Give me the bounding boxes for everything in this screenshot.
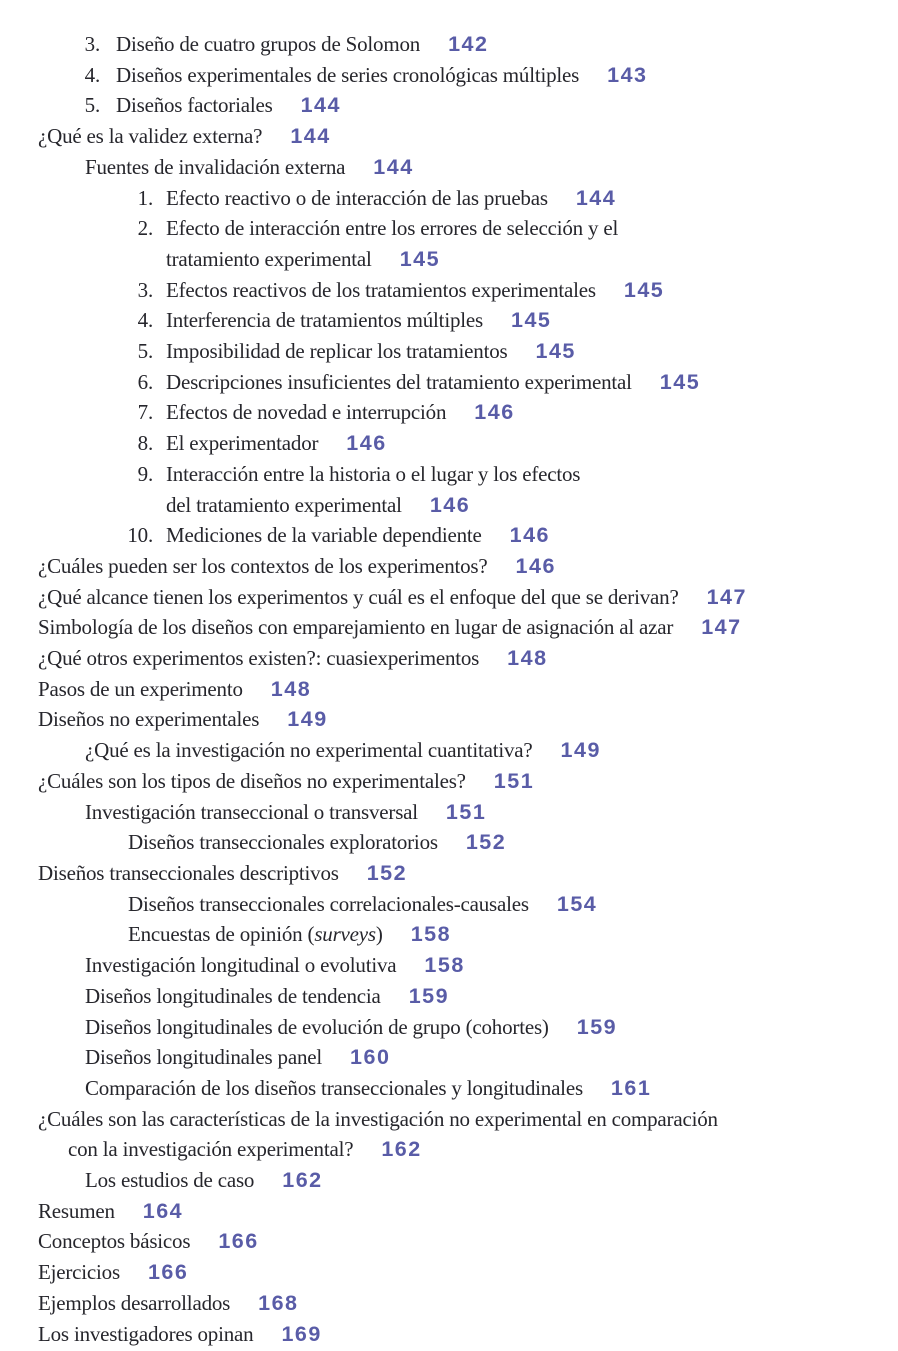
entry-text: Diseños transeccionales exploratorios [128,830,438,855]
entry-page-number: 145 [510,308,552,333]
toc-entry [0,60,898,91]
entry-text: ¿Qué alcance tienen los experimentos y cuál es el enfoque del que se derivan? [38,584,679,609]
entry-page-number: 149 [287,707,328,732]
entry-text: Diseños longitudinales panel [85,1045,323,1070]
entry-text: Ejercicios [38,1260,120,1285]
entry-text: ¿Qué otros experimentos existen?: cuasiexperimentos [38,646,480,671]
entry-text: tratamiento experimental [166,246,372,271]
toc-entry [0,919,898,950]
entry-page-number: 144 [300,93,341,118]
entry-page-number: 147 [701,615,742,640]
entry-text: Interferencia de tratamientos múltiples [166,308,483,333]
toc-entry [0,397,898,428]
entry-page-number: 149 [560,738,601,763]
entry-page-number: 146 [509,523,551,548]
entry-page-number: 152 [465,830,507,855]
entry-text: ¿Qué es la investigación no experimental cuantitativa? [85,738,533,763]
entry-text: Resumen [38,1198,115,1223]
entry-number: 9. [137,461,153,486]
toc-entry [0,1042,898,1073]
entry-page-number: 144 [290,124,331,149]
entry-page-number: 145 [535,339,576,364]
entry-text: ¿Qué es la validez externa? [38,124,263,149]
entry-text: Efecto de interacción entre los errores de selección y el [166,216,619,241]
entry-text: Diseños longitudinales de tendencia [85,983,381,1008]
entry-text: Conceptos básicos [38,1229,191,1254]
entry-text-italic: surveys [314,922,376,947]
entry-text: Diseños experimentales de series cronológicas múltiples [116,62,580,87]
entry-page-number: 164 [142,1198,184,1223]
toc-entry [0,1012,898,1043]
entry-number: 6. [137,369,153,394]
entry-text: Comparación de los diseños transeccionales y longitudinales [85,1075,583,1100]
entry-text: con la investigación experimental? [68,1137,354,1162]
toc-entry [0,735,898,766]
entry-text: Mediciones de la variable dependiente [166,523,482,548]
toc-entry [0,121,898,152]
toc-list [0,29,898,1349]
entry-page-number: 144 [373,154,414,179]
toc-entry [0,1104,898,1135]
toc-entry [0,1073,898,1104]
entry-page-number: 166 [147,1260,189,1285]
toc-entry [0,336,898,367]
entry-page-number: 147 [706,584,747,609]
entry-text: del tratamiento experimental [166,492,402,517]
entry-page-number: 161 [610,1075,652,1100]
toc-entry [0,827,898,858]
entry-number: 3. [84,32,100,56]
entry-page-number: 144 [575,185,617,210]
entry-text: Diseños no experimentales [38,707,260,732]
entry-page-number: 151 [493,768,535,793]
entry-text: El experimentador [166,431,319,456]
entry-text: Ejemplos desarrollados [38,1290,231,1315]
entry-page-number: 158 [410,922,452,947]
entry-text: Efecto reactivo o de interacción de las pruebas [166,185,548,210]
entry-page-number: 145 [623,277,665,302]
toc-entry [0,643,898,674]
toc-entry [0,704,898,735]
entry-text: Investigación longitudinal o evolutiva [85,953,397,978]
entry-number: 4. [84,62,100,87]
entry-page-number: 145 [659,369,701,394]
entry-page-number: 168 [258,1290,299,1315]
entry-page-number: 159 [576,1014,618,1039]
entry-text: Descripciones insuficientes del tratamiento experimental [166,369,632,394]
toc-entry [0,858,898,889]
toc-entry [0,889,898,920]
toc-entry [0,1288,898,1319]
toc-entry [0,520,898,551]
toc-entry-continuation [0,1134,898,1165]
toc-entry [0,551,898,582]
toc-entry [0,1226,898,1257]
toc-entry [0,612,898,643]
toc-entry [0,428,898,459]
toc-entry [0,950,898,981]
entry-text: Simbología de los diseños con emparejamiento en lugar de asignación al azar [38,615,674,640]
entry-page-number: 160 [350,1045,391,1070]
toc-entry [0,981,898,1012]
entry-page-number: 154 [556,891,598,916]
entry-page-number: 148 [507,646,548,671]
entry-text: Efectos de novedad e interrupción [166,400,447,425]
entry-page-number: 152 [366,860,408,885]
entry-page-number: 146 [346,431,387,456]
entry-page-number: 145 [399,246,441,271]
toc-entry [0,1257,898,1288]
entry-text: Los estudios de caso [85,1168,255,1193]
entry-text: Efectos reactivos de los tratamientos experimentales [166,277,596,302]
entry-number: 2. [137,216,153,241]
entry-text: Fuentes de invalidación externa [85,154,346,179]
entry-text: Investigación transeccional o transversal [85,799,418,824]
toc-entry-continuation [0,244,898,275]
entry-number: 4. [137,308,153,333]
toc-entry [0,367,898,398]
entry-page-number: 162 [381,1137,422,1162]
toc-entry [0,90,898,121]
entry-text: Diseños transeccionales descriptivos [38,860,339,885]
entry-number: 5. [137,339,153,364]
toc-entry [0,275,898,306]
entry-text: Los investigadores opinan [38,1321,254,1346]
entry-page-number: 169 [281,1321,322,1346]
toc-entry-continuation [0,490,898,521]
entry-page-number: 151 [445,799,487,824]
toc-entry [0,582,898,613]
entry-number: 8. [137,431,153,456]
entry-number: 10. [127,523,153,548]
entry-page-number: 143 [607,62,648,87]
toc-entry [0,152,898,183]
toc-entry [0,213,898,244]
entry-page-number: 162 [282,1168,323,1193]
entry-page-number: 142 [448,32,489,56]
toc-entry [0,674,898,705]
entry-number: 1. [137,185,153,210]
entry-page-number: 158 [424,953,465,978]
entry-text: Imposibilidad de replicar los tratamientos [166,339,508,364]
entry-text: Diseños transeccionales correlacionales-causales [128,891,529,916]
toc-entry [0,183,898,214]
entry-number: 3. [137,277,153,302]
entry-text: ¿Cuáles son los tipos de diseños no experimentales? [38,768,466,793]
toc-entry [0,797,898,828]
entry-text: Diseño de cuatro grupos de Solomon [116,32,421,56]
entry-text: Diseños longitudinales de evolución de grupo (cohortes) [85,1014,549,1039]
entry-page-number: 166 [218,1229,259,1254]
entry-text: Encuestas de opinión (surveys) [128,922,383,947]
entry-page-number: 146 [474,400,515,425]
entry-text: Pasos de un experimento [38,676,243,701]
entry-page-number: 146 [429,492,471,517]
entry-number: 7. [137,400,153,425]
toc-entry [0,29,898,60]
entry-page-number: 159 [408,983,450,1008]
entry-text: Interacción entre la historia o el lugar y los efectos [166,461,581,486]
toc-entry [0,1196,898,1227]
toc-entry [0,1319,898,1350]
entry-text: ¿Cuáles pueden ser los contextos de los experimentos? [38,553,488,578]
entry-text: ¿Cuáles son las características de la investigación no experimental en comparación [38,1106,718,1131]
toc-entry [0,766,898,797]
entry-page-number: 148 [270,676,312,701]
toc-entry [0,459,898,490]
entry-text: Diseños factoriales [116,93,273,118]
entry-page-number: 146 [515,553,556,578]
entry-number: 5. [84,93,100,118]
toc-entry [0,305,898,336]
toc-entry [0,1165,898,1196]
